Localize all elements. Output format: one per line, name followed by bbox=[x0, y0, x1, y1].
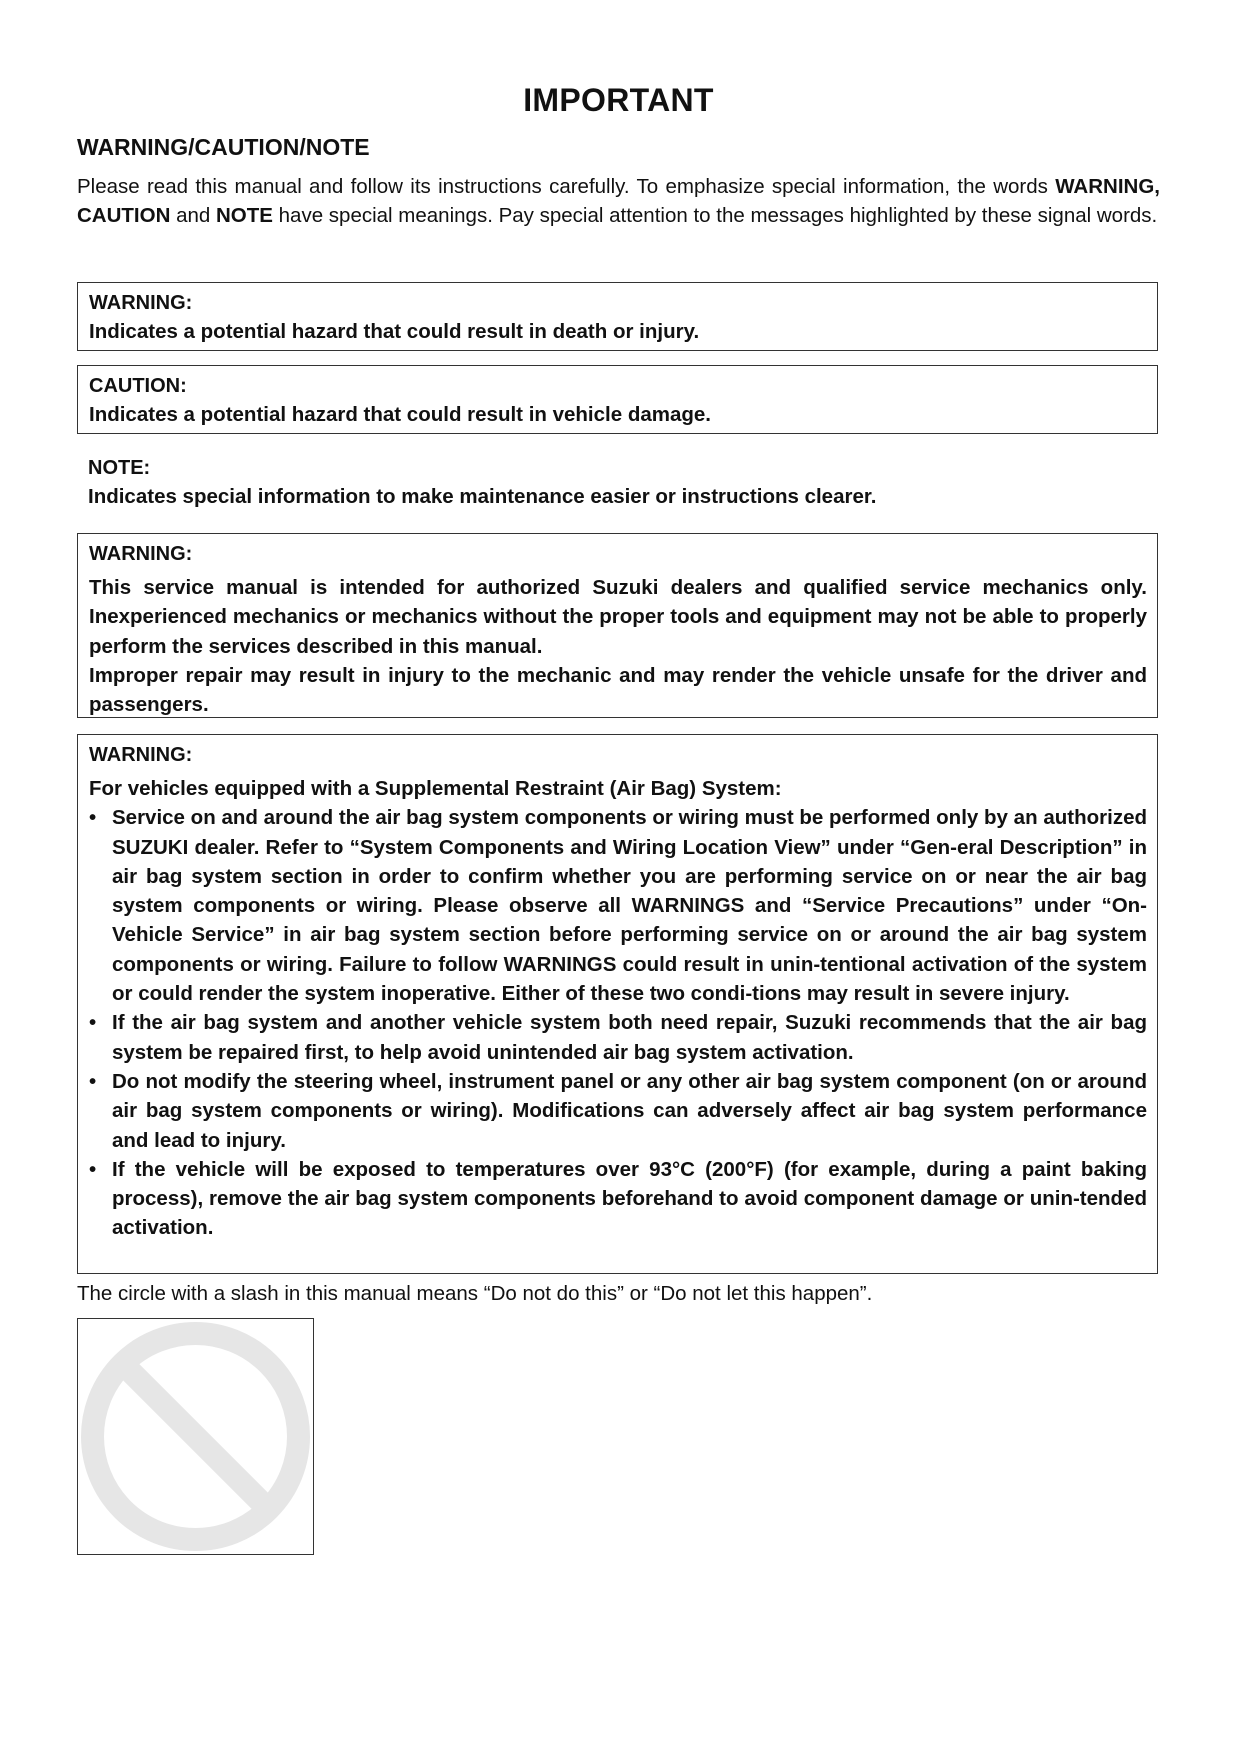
section-heading: WARNING/CAUTION/NOTE bbox=[77, 134, 370, 160]
warning-paragraph: Improper repair may result in injury to the mechanic and may render the vehicle unsafe for the driver and passengers. bbox=[89, 663, 1147, 717]
warning-label: WARNING: bbox=[89, 744, 193, 766]
caution-definition-box bbox=[77, 365, 1158, 434]
list-item-text: Do not modify the steering wheel, instrument panel or any other air bag system component (on or around air bag system components or wiring). Modifications can adversely affect air bag system performance and lead to injury. bbox=[112, 1069, 1147, 1152]
note-definition bbox=[88, 452, 1148, 511]
intro-bold-1: WARNING, CAUTION bbox=[77, 175, 1160, 227]
caution-label: CAUTION: bbox=[89, 375, 187, 397]
warning-definition-text: Indicates a potential hazard that could result in death or injury. bbox=[89, 320, 700, 343]
intro-text-1: Please read this manual and follow its instructions carefully. To emphasize special information, the words bbox=[77, 175, 1056, 198]
closing-sentence: The circle with a slash in this manual means “Do not do this” or “Do not let this happen”. bbox=[77, 1282, 873, 1305]
airbag-warning-box bbox=[77, 734, 1158, 1274]
list-item bbox=[89, 1008, 1147, 1067]
list-item bbox=[89, 1067, 1147, 1155]
prohibition-icon bbox=[78, 1319, 313, 1554]
list-item bbox=[89, 803, 1147, 1008]
list-item-text: If the air bag system and another vehicle system both need repair, Suzuki recommends that the air bag system be repaired first, to help avoid unintended air bag system activation. bbox=[112, 1011, 1147, 1064]
list-item-text: Service on and around the air bag system components or wiring must be performed only by an authorized SUZUKI dealer. Refer to “System Components and Wiring Location View” under “Gen-eral Description” in air bag system section in order to confirm whether you are performing service on or near the air bag system components or wiring. Please observe all WARNINGS and “Service Precautions” under “On-Vehicle Service” in air bag system section before performing service on or around the air bag system components or wiring. Failure to follow WARNINGS could result in unin-tentional activation of the system or could render the system inoperative. Either of these two condi-tions may result in severe injury. bbox=[112, 806, 1147, 1006]
prohibition-slash bbox=[124, 1365, 267, 1508]
intro-text-3: have special meanings. Pay special attention to the messages highlighted by these signal words. bbox=[272, 204, 1158, 227]
warning-label: WARNING: bbox=[89, 292, 193, 314]
intro-text-2: and bbox=[170, 204, 216, 227]
page-title: IMPORTANT bbox=[523, 82, 714, 118]
airbag-warning-list bbox=[89, 803, 1147, 1242]
service-manual-warning-box bbox=[77, 533, 1158, 718]
list-item-text: If the vehicle will be exposed to temperatures over 93°C (200°F) (for example, during a paint baking process), remove the air bag system components beforehand to avoid component damage or unin-tended activation. bbox=[112, 1157, 1147, 1240]
prohibition-symbol-frame bbox=[77, 1318, 314, 1555]
note-definition-text: Indicates special information to make maintenance easier or instructions clearer. bbox=[88, 485, 877, 508]
caution-definition-text: Indicates a potential hazard that could result in vehicle damage. bbox=[89, 403, 711, 426]
intro-paragraph bbox=[77, 172, 1160, 230]
bullet-icon: • bbox=[89, 1157, 97, 1181]
bullet-icon: • bbox=[89, 1011, 97, 1035]
bullet-icon: • bbox=[89, 1069, 97, 1093]
airbag-warning-intro: For vehicles equipped with a Supplemental Restraint (Air Bag) System: bbox=[89, 777, 782, 800]
warning-paragraph: This service manual is intended for authorized Suzuki dealers and qualified service mechanics only. Inexperienced mechanics or mechanics without the proper tools and equipment may not be able to properly perform the services described in this manual. bbox=[89, 576, 1147, 658]
intro-bold-2: NOTE bbox=[216, 204, 273, 227]
bullet-icon: • bbox=[89, 806, 97, 830]
warning-label: WARNING: bbox=[89, 543, 193, 565]
warning-definition-box bbox=[77, 282, 1158, 351]
note-label: NOTE: bbox=[88, 457, 151, 479]
list-item bbox=[89, 1155, 1147, 1243]
